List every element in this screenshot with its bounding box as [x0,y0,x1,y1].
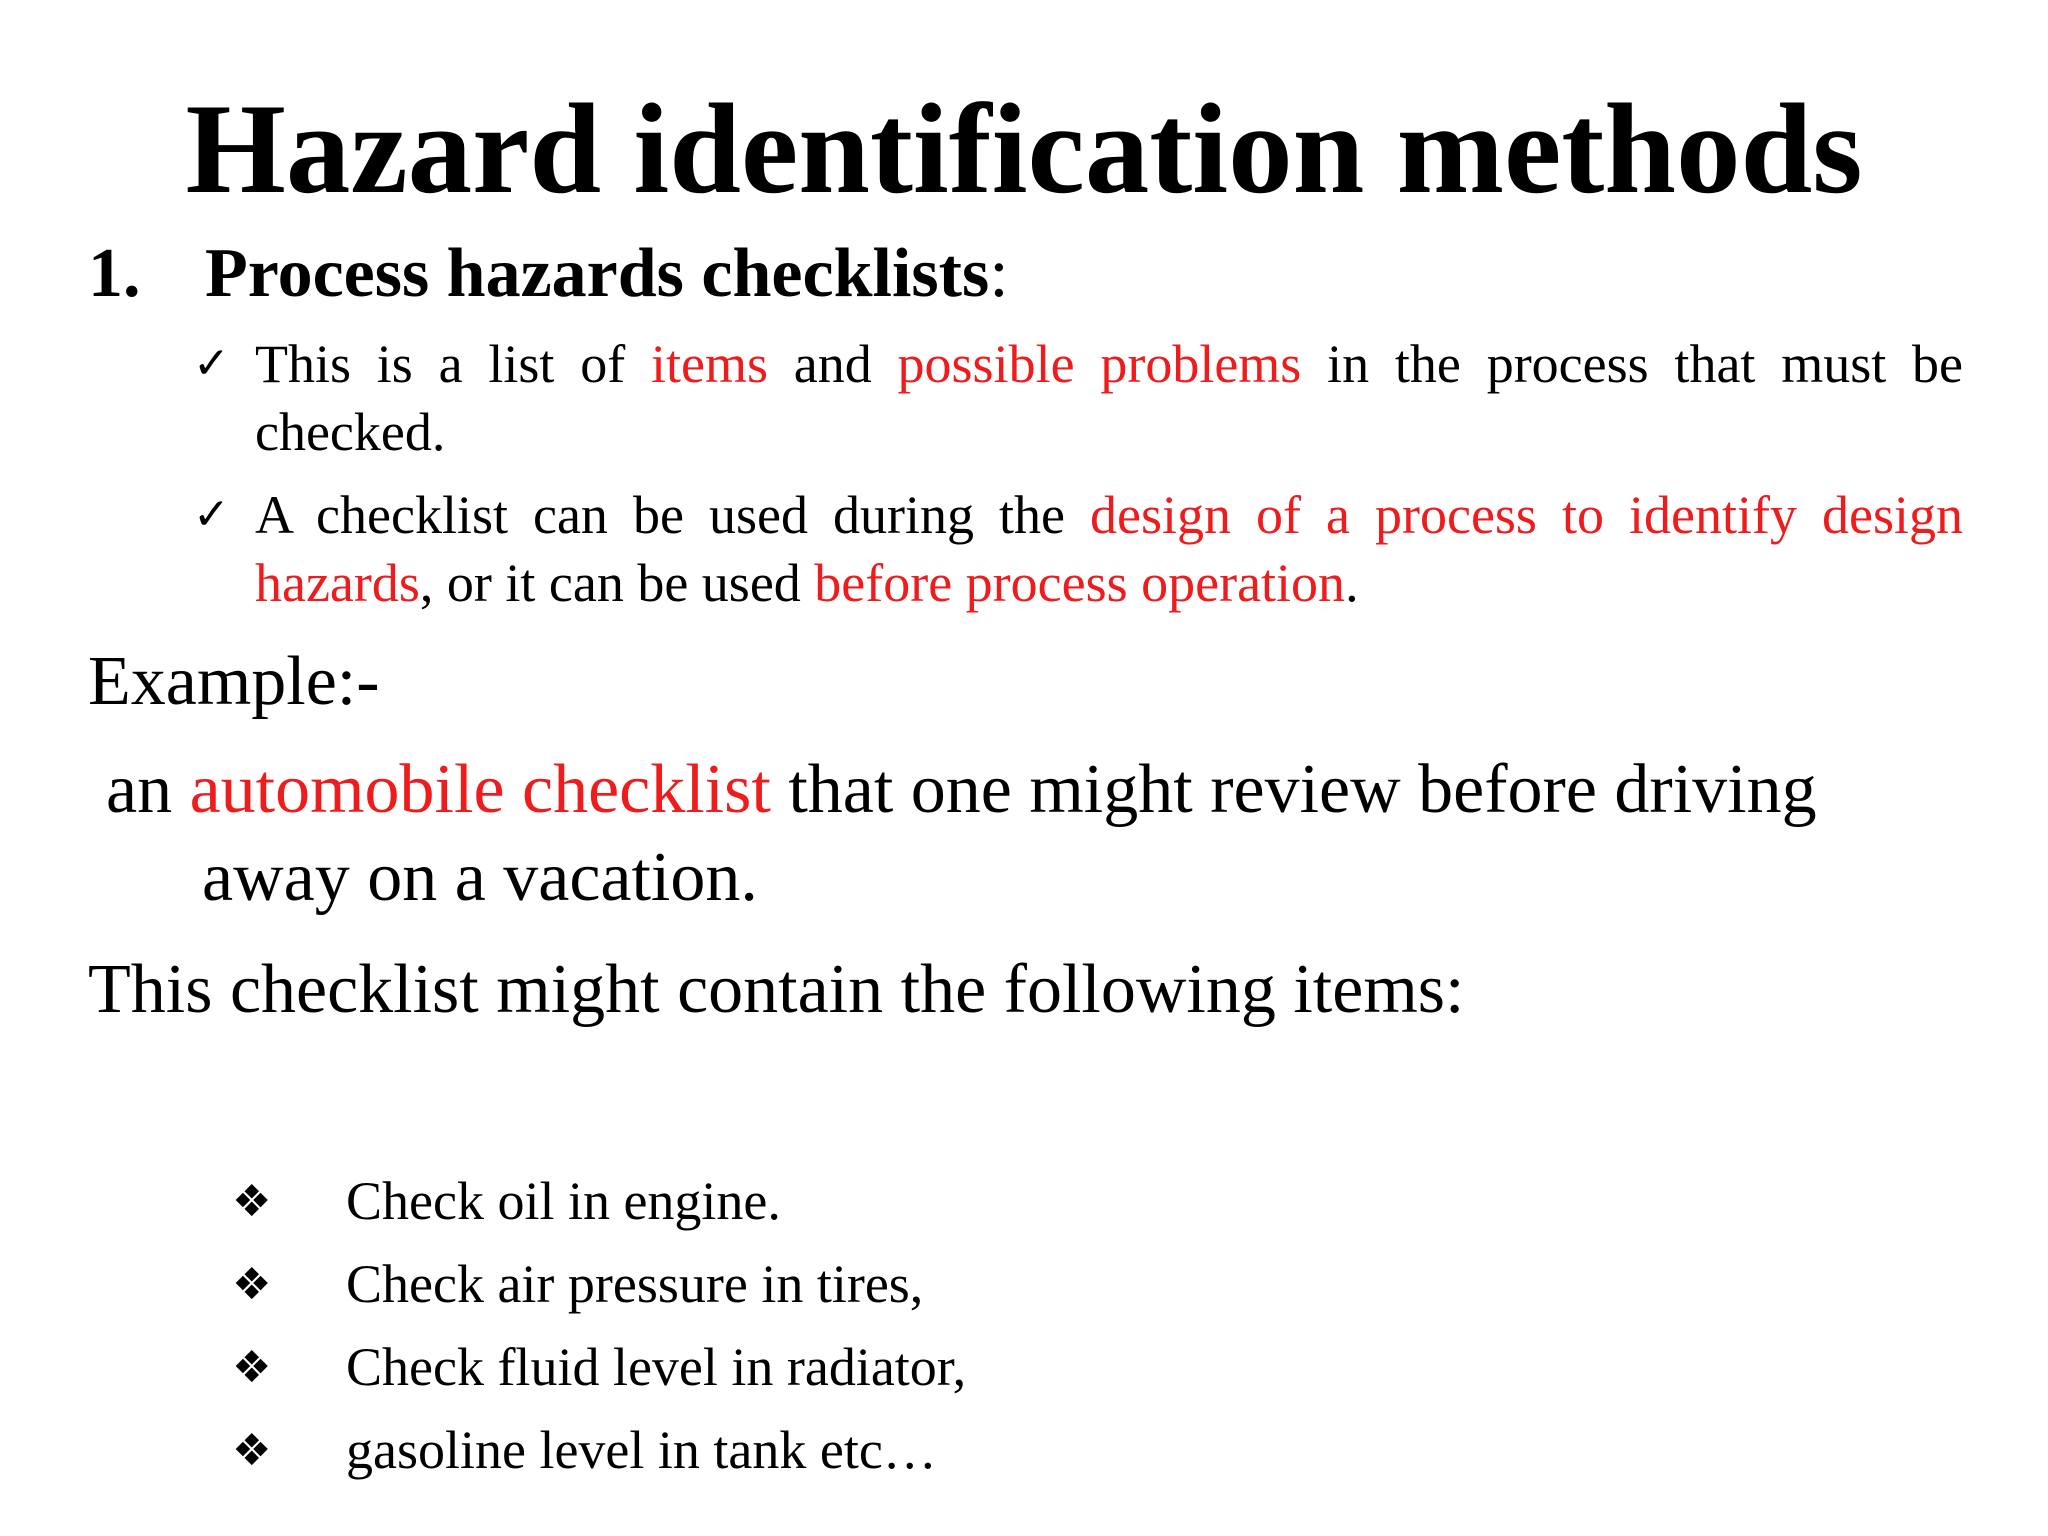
text-segment: that one might review before driving [770,751,1817,828]
checklist-items [232,1160,966,1492]
text-segment: and [767,334,898,394]
items-intro: This checklist might contain the following items: [88,951,1465,1028]
section-number: 1. [88,235,141,312]
section-heading-text: Process hazards checklists [205,235,990,312]
example-label: Example:- [88,643,380,720]
checklist-bullet-2 [193,481,1963,617]
list-item [232,1326,966,1409]
list-item [232,1160,966,1243]
list-item-text: gasoline level in tank etc… [346,1420,937,1480]
list-item-text: Check fluid level in radiator, [346,1337,967,1397]
four-diamond-bullet-icon: ❖ [232,1342,272,1393]
list-item [232,1409,966,1492]
example-text [106,746,1966,922]
check-mark-icon: ✓ [193,338,230,389]
highlight-segment: before process operation [814,553,1346,613]
bullet-2-text [255,481,1963,617]
four-diamond-bullet-icon: ❖ [232,1425,272,1476]
section-heading [88,232,1009,316]
list-item-text: Check air pressure in tires, [346,1254,924,1314]
highlight-segment: possible problems [897,334,1302,394]
highlight-segment: items [650,334,768,394]
example-line-1 [106,746,1966,834]
highlight-segment: automobile checklist [189,751,771,828]
highlight-segment: design of a process to identify design hazards [255,485,1963,613]
text-segment: . [1345,553,1359,613]
text-segment: This is a list of [255,334,651,394]
text-segment: an [106,751,190,828]
slide-title: Hazard identification methods [185,77,1863,220]
text-segment: , or it can be used [419,553,815,613]
text-segment: A checklist can be used during the [255,485,1090,545]
text-segment: in the process that must be checked. [255,334,1963,462]
list-item [232,1243,966,1326]
section-heading-colon: : [989,235,1009,312]
four-diamond-bullet-icon: ❖ [232,1259,272,1310]
checklist-bullet-1 [193,330,1963,466]
example-line-2: away on a vacation. [202,839,758,916]
four-diamond-bullet-icon: ❖ [232,1176,272,1227]
bullet-1-text [255,330,1963,466]
check-mark-icon: ✓ [193,489,230,540]
list-item-text: Check oil in engine. [346,1171,781,1231]
